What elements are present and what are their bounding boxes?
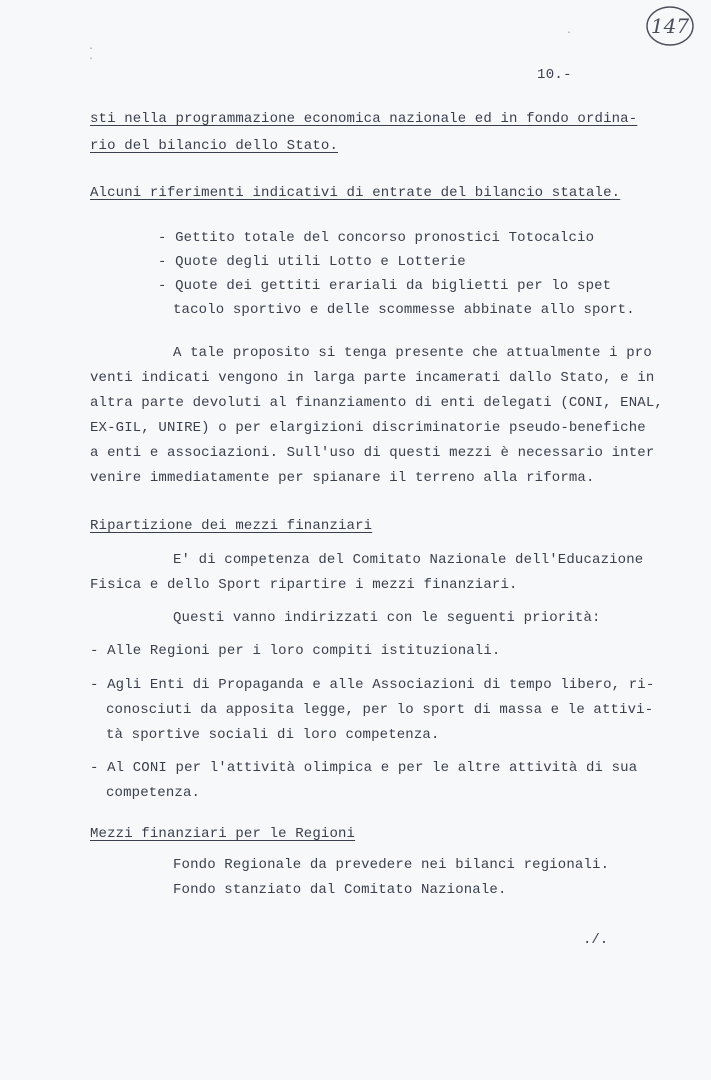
- continuation-mark: ./.: [583, 932, 609, 948]
- section-heading: Ripartizione dei mezzi finanziari: [90, 518, 373, 534]
- priority-item: - Al CONI per l'attività olimpica e per le altre attività di sua: [90, 760, 638, 776]
- list-item: - Quote degli utili Lotto e Lotterie: [158, 254, 466, 270]
- page-number: 10.-: [537, 67, 572, 83]
- list-item: - Gettito totale del concorso pronostici Totocalcio: [158, 230, 595, 246]
- priority-item: - Alle Regioni per i loro compiti istituzionali.: [90, 643, 501, 659]
- priority-item-continuation: competenza.: [106, 785, 201, 801]
- body-line: rio del bilancio dello Stato.: [90, 138, 338, 154]
- paragraph-line: Fondo Regionale da prevedere nei bilanci regionali.: [173, 857, 610, 873]
- paragraph-line: E' di competenza del Comitato Nazionale dell'Educazione: [173, 552, 644, 568]
- paragraph-line: A tale proposito si tenga presente che attualmente i pro: [173, 345, 652, 361]
- priority-item: - Agli Enti di Propaganda e alle Associazioni di tempo libero, ri-: [90, 677, 655, 693]
- paragraph-line: Fisica e dello Sport ripartire i mezzi finanziari.: [90, 577, 518, 593]
- paragraph-line: Fondo stanziato dal Comitato Nazionale.: [173, 882, 507, 898]
- section-heading: Alcuni riferimenti indicativi di entrate del bilancio statale.: [90, 185, 621, 201]
- scan-speck: ·: [88, 44, 95, 55]
- paragraph-line: venire immediatamente per spianare il terreno alla riforma.: [90, 470, 595, 486]
- priority-item-continuation: tà sportive sociali di loro competenza.: [106, 727, 440, 743]
- priority-item-continuation: conosciuti da apposita legge, per lo sport di massa e le attivi-: [106, 702, 654, 718]
- scan-speck: ·: [566, 28, 573, 39]
- stamp-number: 147: [650, 14, 690, 38]
- list-item: - Quote dei gettiti erariali da biglietti per lo spet: [158, 278, 612, 294]
- paragraph-line: venti indicati vengono in larga parte incamerati dallo Stato, e in: [90, 370, 655, 386]
- paragraph-line: Questi vanno indirizzati con le seguenti priorità:: [173, 610, 601, 626]
- page-stamp: [644, 4, 696, 48]
- list-item-continuation: tacolo sportivo e delle scommesse abbinate allo sport.: [173, 302, 635, 318]
- paragraph-line: EX-GIL, UNIRE) o per elargizioni discriminatorie pseudo-benefiche: [90, 420, 646, 436]
- body-line: sti nella programmazione economica nazionale ed in fondo ordina-: [90, 111, 638, 127]
- section-heading: Mezzi finanziari per le Regioni: [90, 826, 356, 842]
- scan-speck: ·: [88, 54, 95, 65]
- paragraph-line: a enti e associazioni. Sull'uso di questi mezzi è necessario inter: [90, 445, 655, 461]
- paragraph-line: altra parte devoluti al finanziamento di enti delegati (CONI, ENAL,: [90, 395, 663, 411]
